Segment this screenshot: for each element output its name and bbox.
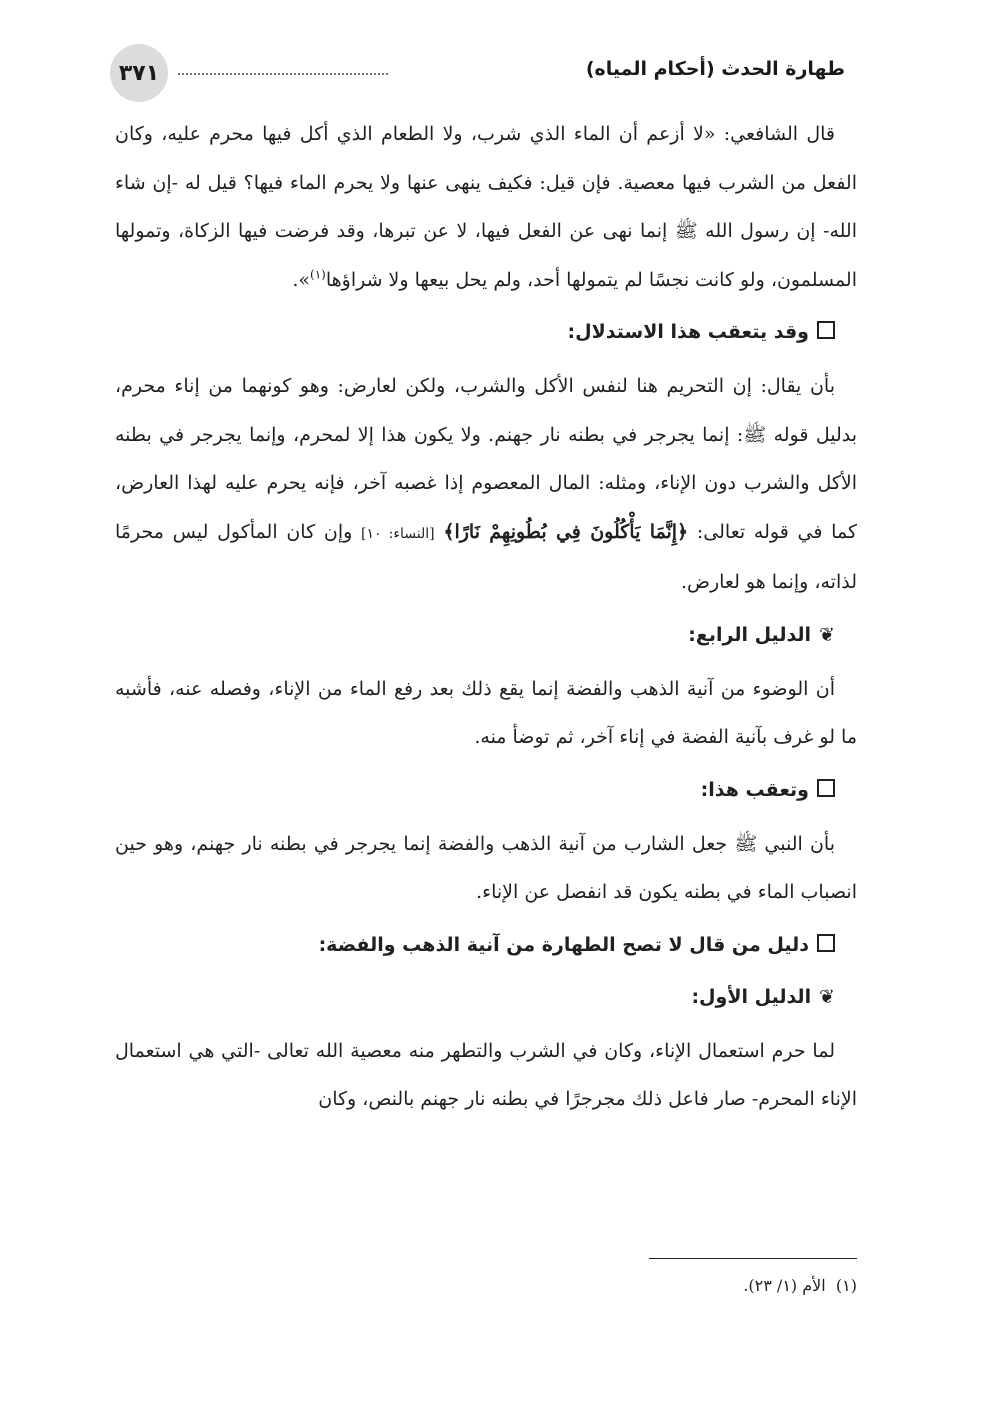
heading-text: وتعقب هذا: <box>700 778 809 801</box>
square-bullet-icon <box>817 779 835 797</box>
quote-text: قال الشافعي: «لا أزعم أن الماء الذي شرب، ولا الطعام الذي أكل فيها محرم عليه، وكان الفعل من الشرب فيها معصية. فإن قيل: فكيف ينهى عنها ولا يحرم الماء فيها؟ قيل له -إن شاء الله- إن رسول الله ﷺ إنما نهى عن الفعل فيها، لا عن تبرها، وقد فرضت فيها الزكاة، وتمولها المسلمون، ولو كانت نجسًا لم يتمولها أحد، ولم يحل بيعها ولا شراؤها <box>115 123 857 291</box>
heading-first-evidence <box>115 975 857 1019</box>
paragraph-shafii-quote <box>115 110 857 304</box>
square-bullet-icon <box>817 934 835 952</box>
paragraph-response-1 <box>115 362 857 607</box>
heading-objection-2 <box>115 768 857 812</box>
leaf-bullet-icon: ❦ <box>819 985 835 1008</box>
header-dotted-leader <box>178 73 388 75</box>
heading-text: دليل من قال لا تصح الطهارة من آنية الذهب والفضة: <box>318 933 809 956</box>
leaf-bullet-icon: ❦ <box>819 623 835 646</box>
quran-verse: ﴿إِنَّمَا يَأْكُلُونَ فِي بُطُونِهِمْ نَارًا﴾ <box>443 520 689 543</box>
footnote-text: الأم (١/ ٢٣). <box>743 1276 826 1295</box>
paragraph-response-2: بأن النبي ﷺ جعل الشارب من آنية الذهب والفضة إنما يجرجر في بطنه نار جهنم، وهو حين انصباب الماء في بطنه يكون قد انفصل عن الإناء. <box>115 832 857 903</box>
heading-objection-1 <box>115 310 857 354</box>
footnote-number: (١) <box>835 1276 857 1295</box>
paragraph-text: وإن كان المأكول ليس محرمًا لذاته، وإنما هو لعارض. <box>115 520 857 593</box>
paragraph-text: بأن يقال: إن التحريم هنا لنفس الأكل والشرب، ولكن لعارض: وهو كونهما من إناء محرم، بدليل قوله ﷺ: إنما يجرجر في بطنه نار جهنم. ولا يكون هذا إلا لمحرم، وإنما يجرجر في بطنه الأكل والشرب دون الإناء، ومثله: المال المعصوم إذا غصبه آخر، فإنه يحرم عليه لهذا العارض، كما في قوله تعالى: <box>115 375 857 543</box>
verse-citation: [النساء: ١٠] <box>361 525 435 542</box>
running-header <box>110 52 845 96</box>
heading-text: الدليل الأول: <box>691 985 812 1008</box>
quote-end: ». <box>292 268 311 291</box>
paragraph-fourth-evidence: أن الوضوء من آنية الذهب والفضة إنما يقع ذلك بعد رفع الماء من الإناء، وفصله عنه، فأشبه ما لو غرف بآنية الفضة في إناء آخر، ثم توضأ منه. <box>115 677 857 748</box>
heading-opposing-view <box>115 923 857 967</box>
heading-text: الدليل الرابع: <box>688 623 812 646</box>
square-bullet-icon <box>817 321 835 339</box>
running-title: طهارة الحدث (أحكام المياه) <box>585 58 845 80</box>
footnote-1 <box>743 1276 857 1295</box>
heading-text: وقد يتعقب هذا الاستدلال: <box>567 321 809 343</box>
page-body <box>115 110 857 1124</box>
page-number: ٣٧١ <box>110 44 168 102</box>
paragraph-first-evidence: لما حرم استعمال الإناء، وكان في الشرب والتطهر منه معصية الله تعالى -التي هي استعمال الإناء المحرم- صار فاعل ذلك مجرجرًا في بطنه نار جهنم بالنص، وكان <box>115 1039 857 1110</box>
heading-fourth-evidence <box>115 613 857 657</box>
footnote-separator <box>649 1258 857 1259</box>
footnote-ref-1[interactable]: (١) <box>310 267 326 282</box>
